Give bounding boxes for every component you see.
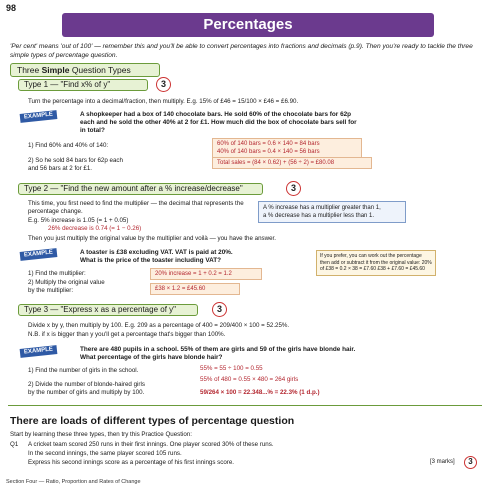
multiplier-note [258, 201, 406, 223]
page-number: 98 [6, 3, 17, 13]
type1-rule [28, 98, 298, 106]
type1-heading: Type 1 — "Find x% of y" [18, 79, 148, 91]
type1-rule-end: × £46 = £6.90. [256, 98, 299, 105]
type3-question: There are 480 pupils in a school. 55% of them are girls and 59 of the girls have blonde hair. What percentage of the girls have blonde hair? [80, 346, 356, 361]
type3-calc1: 55% = 55 ÷ 100 = 0.55 [200, 365, 263, 372]
section-title-pre: Three [17, 65, 42, 75]
type1-fraction: 15/100 [237, 98, 257, 105]
type2-calc2: £38 × 1.2 = £45.60 [150, 283, 240, 295]
grade-badge: 3 [212, 302, 227, 317]
type3-note: N.B. if x is bigger than y you'll get a percentage that's bigger than 100%. [28, 331, 226, 338]
type1-rule-text: Turn the percentage into a decimal/fraction, then multiply. E.g. 15% of £46 = [28, 98, 238, 105]
type3-rule-end: × 100 = 52.25%. [242, 322, 290, 329]
type1-calc2: Total sales = (84 × 0.62) + (56 ÷ 2) = £80.08 [212, 157, 372, 169]
practice-question-line2: In the second innings, the same player scored 105 runs. [28, 450, 182, 457]
loads-intro: Start by learning these three types, then try this Practice Question: [10, 431, 192, 438]
type2-calc1: 20% increase = 1 + 0.2 = 1.2 [150, 268, 262, 280]
section-title-bold: Simple [41, 65, 70, 75]
type2-question1: A toaster is £38 excluding VAT. VAT is paid at 20%. [80, 249, 233, 256]
type2-step2b: by the multiplier: [28, 287, 74, 294]
type2-step2a: 2) Multiply the original value [28, 279, 105, 286]
type2-line2: E.g. 5% increase is 1.05 (= 1 + 0.05) [28, 217, 129, 224]
type3-heading: Type 3 — "Express x as a percentage of y" [18, 304, 198, 316]
grade-badge: 3 [286, 181, 301, 196]
grade-badge: 3 [156, 77, 171, 92]
type1-calc1b: 40% of 140 bars = 0.4 × 140 = 56 bars [217, 149, 320, 155]
type2-line3: 26% decrease is 0.74 (= 1 − 0.26) [48, 225, 142, 232]
type1-step2b: and 56 bars at 2 for £1. [28, 165, 92, 172]
type3-step1: 1) Find the number of girls in the school. [28, 367, 139, 374]
type3-fraction: 209/400 [219, 322, 243, 329]
type2-step1: 1) Find the multiplier: [28, 270, 86, 277]
type3-rule [28, 322, 289, 330]
type3-calc3: 59/264 × 100 = 22.348...% = 22.3% (1 d.p.) [200, 389, 320, 396]
practice-question-line3: Express his second innings score as a percentage of his first innings score. [28, 459, 235, 466]
type3-rule-text: Divide x by y, then multiply by 100. E.g. 209 as a percentage of 400 = [28, 322, 220, 329]
type1-calc1 [212, 138, 362, 158]
type3-step2a: 2) Divide the number of blonde-haired girls [28, 381, 145, 388]
section-title-post: Question Types [69, 65, 131, 75]
section-title [10, 63, 160, 77]
footer: Section Four — Ratio, Proportion and Rates of Change [6, 479, 141, 485]
practice-question-line1: A cricket team scored 250 runs in their first innings. One player scored 30% of these runs. [28, 441, 274, 448]
type3-calc2: 55% of 480 = 0.55 × 480 = 264 girls [200, 376, 299, 383]
type2-line1: This time, you first need to find the multiplier — the decimal that represents the percentage change. [28, 200, 244, 215]
multiplier-note-decrease: a % decrease has a multiplier less than 1. [263, 213, 375, 219]
type1-step1: 1) Find 60% and 40% of 140: [28, 142, 109, 149]
example-tag: EXAMPLE [20, 110, 58, 123]
practice-question-label: Q1 [10, 441, 19, 448]
type2-question2: What is the price of the toaster including VAT? [80, 257, 222, 264]
page-title: Percentages [62, 13, 434, 37]
example-tag: EXAMPLE [20, 248, 58, 261]
type1-step2a: 2) So he sold 84 bars for 62p each [28, 157, 123, 164]
loads-title: There are loads of different types of percentage question [10, 415, 295, 427]
type2-heading: Type 2 — "Find the new amount after a % increase/decrease" [18, 183, 263, 195]
intro-text: 'Per cent' means 'out of 100' — remember this and you'll be able to convert percentages into fractions and decimals (p.9). Then you're ready to tackle the three simple types of percentage question. [10, 43, 473, 59]
type1-question: A shopkeeper had a box of 140 chocolate bars. He sold 60% of the chocolate bars for 62p each and he sold the other 40% at 2 for £1. How much did the box of chocolate bars sell for in total? [80, 111, 357, 134]
example-tag: EXAMPLE [20, 345, 58, 358]
multiplier-note-increase: A % increase has a multiplier greater than 1, [263, 205, 381, 211]
divider [8, 405, 482, 406]
hint-box: If you prefer, you can work out the percentage then add or subtract it from the original value: 20% of £38 = 0.2 × 38 = £7.60 £38 + £7.60 = £45.60 [316, 250, 436, 276]
type2-line4: Then you just multiply the original value by the multiplier and voilà — you have the answer. [28, 235, 276, 242]
type3-step2b: by the number of girls and multiply by 100. [28, 389, 145, 396]
type1-calc1a: 60% of 140 bars = 0.6 × 140 = 84 bars [217, 141, 320, 147]
marks-label: [3 marks] [430, 459, 455, 465]
grade-badge: 3 [464, 456, 477, 469]
